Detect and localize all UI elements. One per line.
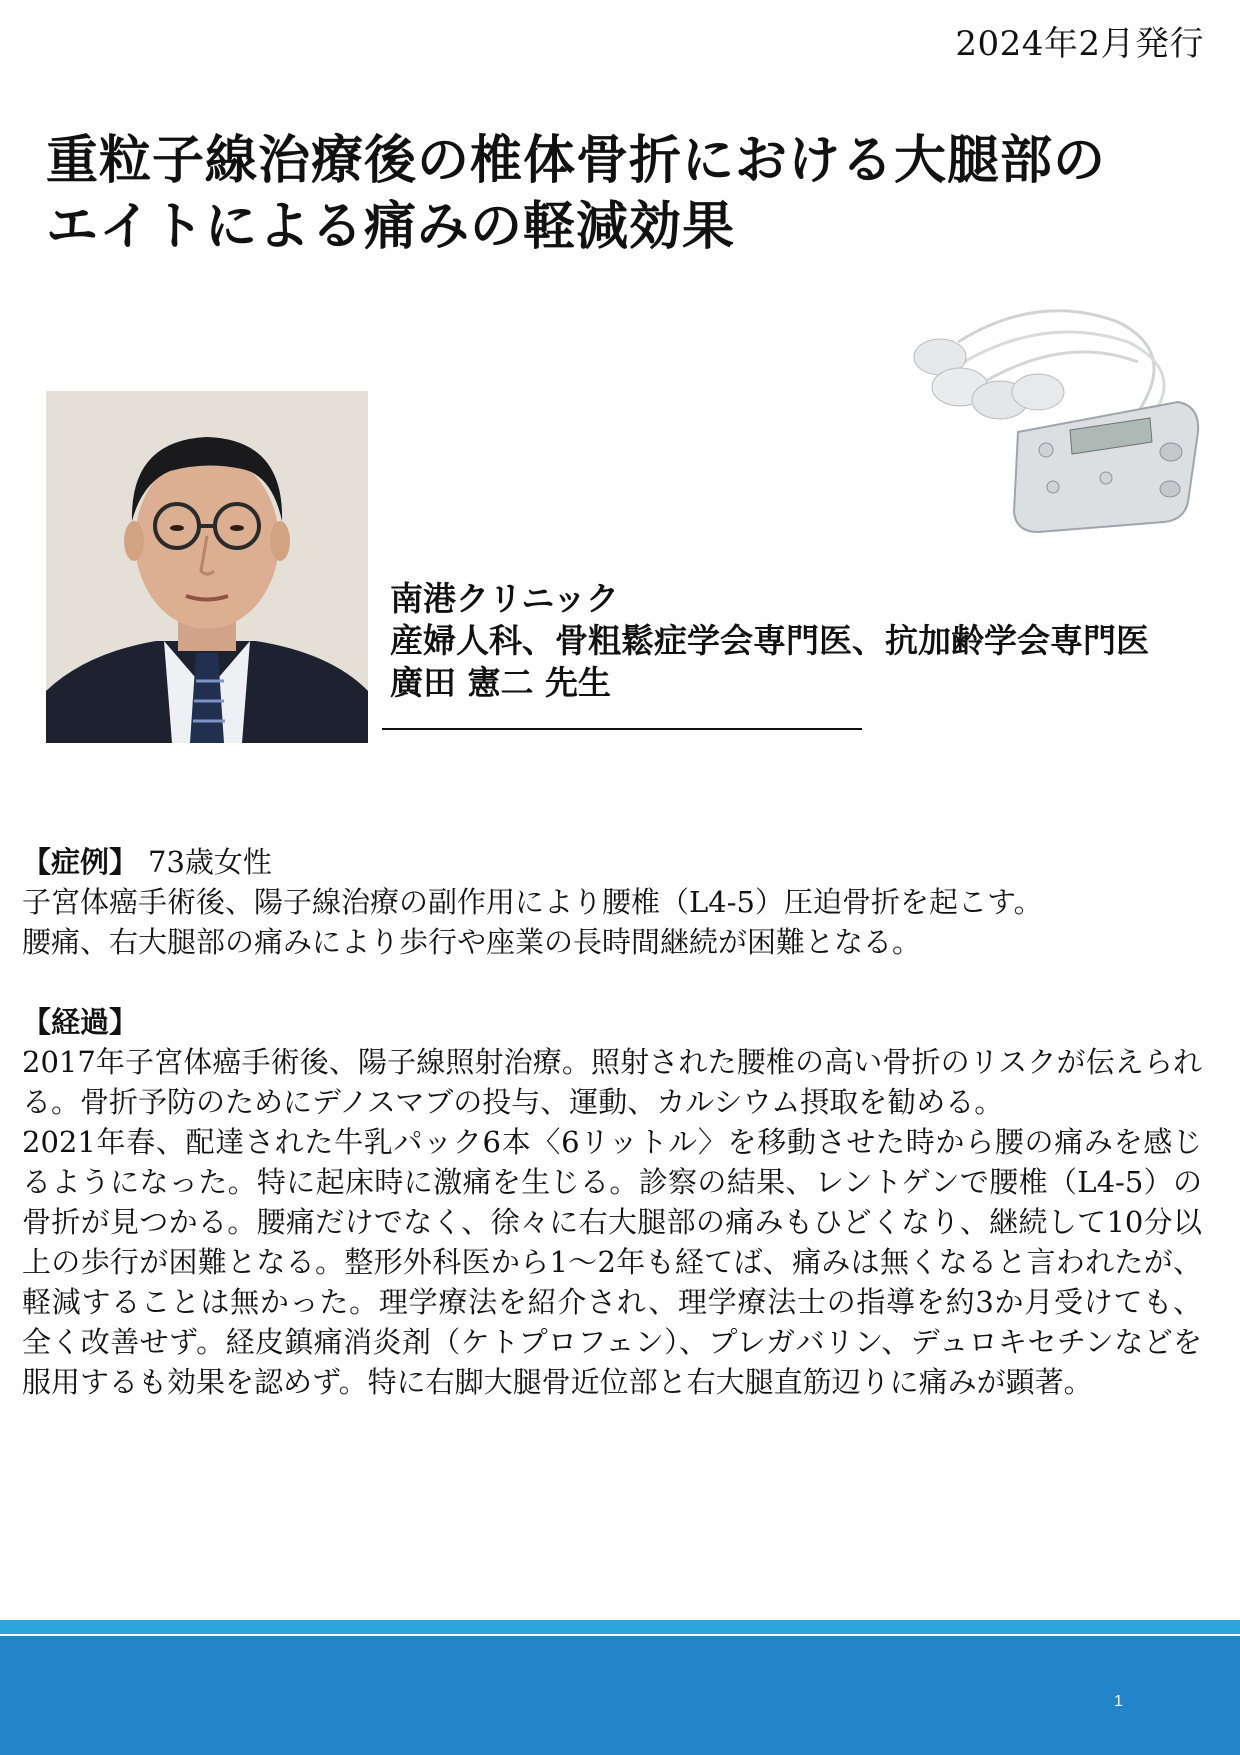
case-section bbox=[22, 842, 1202, 962]
course-section bbox=[22, 1002, 1202, 1402]
author-name: 廣田 憲二 先生 bbox=[390, 663, 611, 702]
title-line-2: エイトによる痛みの軽減効果 bbox=[46, 197, 736, 257]
eight-device-image bbox=[888, 282, 1208, 544]
publication-date: 2024年2月発行 bbox=[955, 24, 1204, 64]
course-heading: 【経過】 bbox=[22, 1005, 139, 1039]
case-patient: 73歳女性 bbox=[148, 845, 272, 879]
author-clinic: 南港クリニック bbox=[390, 579, 620, 618]
footer-band bbox=[0, 1636, 1240, 1755]
case-line-1: 子宮体癌手術後、陽子線治療の副作用により腰椎（L4-5）圧迫骨折を起こす。 bbox=[22, 885, 1043, 919]
author-photo bbox=[46, 391, 368, 743]
article-title bbox=[46, 128, 1206, 260]
author-divider bbox=[382, 728, 862, 730]
course-paragraph-1: 2017年子宮体癌手術後、陽子線照射治療。照射された腰椎の高い骨折のリスクが伝えられる。骨折予防のためにデノスマブの投与、運動、カルシウム摂取を勧める。 bbox=[22, 1045, 1202, 1119]
course-paragraph-2: 2021年春、配達された牛乳パック6本〈6リットル〉を移動させた時から腰の痛みを感じるようになった。特に起床時に激痛を生じる。診察の結果、レントゲンで腰椎（L4-5）の骨折が見つかる。腰痛だけでなく、徐々に右大腿部の痛みもひどくなり、継続して10分以上の歩行が困難となる。整形外科医から1〜2年も経てば、痛みは無くなると言われたが、軽減することは無かった。理学療法を紹介され、理学療法士の指導を約3か月受けても、全く改善せず。経皮鎮痛消炎剤（ケトプロフェン）、プレガバリン、デュロキセチンなどを服用するも効果を認めず。特に右脚大腿骨近位部と右大腿直筋辺りに痛みが顕著。 bbox=[22, 1125, 1202, 1399]
page-number: 1 bbox=[1114, 1693, 1123, 1710]
author-specialty: 産婦人科、骨粗鬆症学会専門医、抗加齢学会専門医 bbox=[390, 621, 1149, 660]
case-heading: 【症例】 bbox=[22, 845, 139, 879]
case-heading-row bbox=[22, 842, 1202, 882]
author-block bbox=[390, 578, 1149, 704]
title-line-1: 重粒子線治療後の椎体骨折における大腿部の bbox=[46, 131, 1107, 191]
footer-accent-line bbox=[0, 1620, 1240, 1634]
case-line-2: 腰痛、右大腿部の痛みにより歩行や座業の長時間継続が困難となる。 bbox=[22, 925, 922, 959]
